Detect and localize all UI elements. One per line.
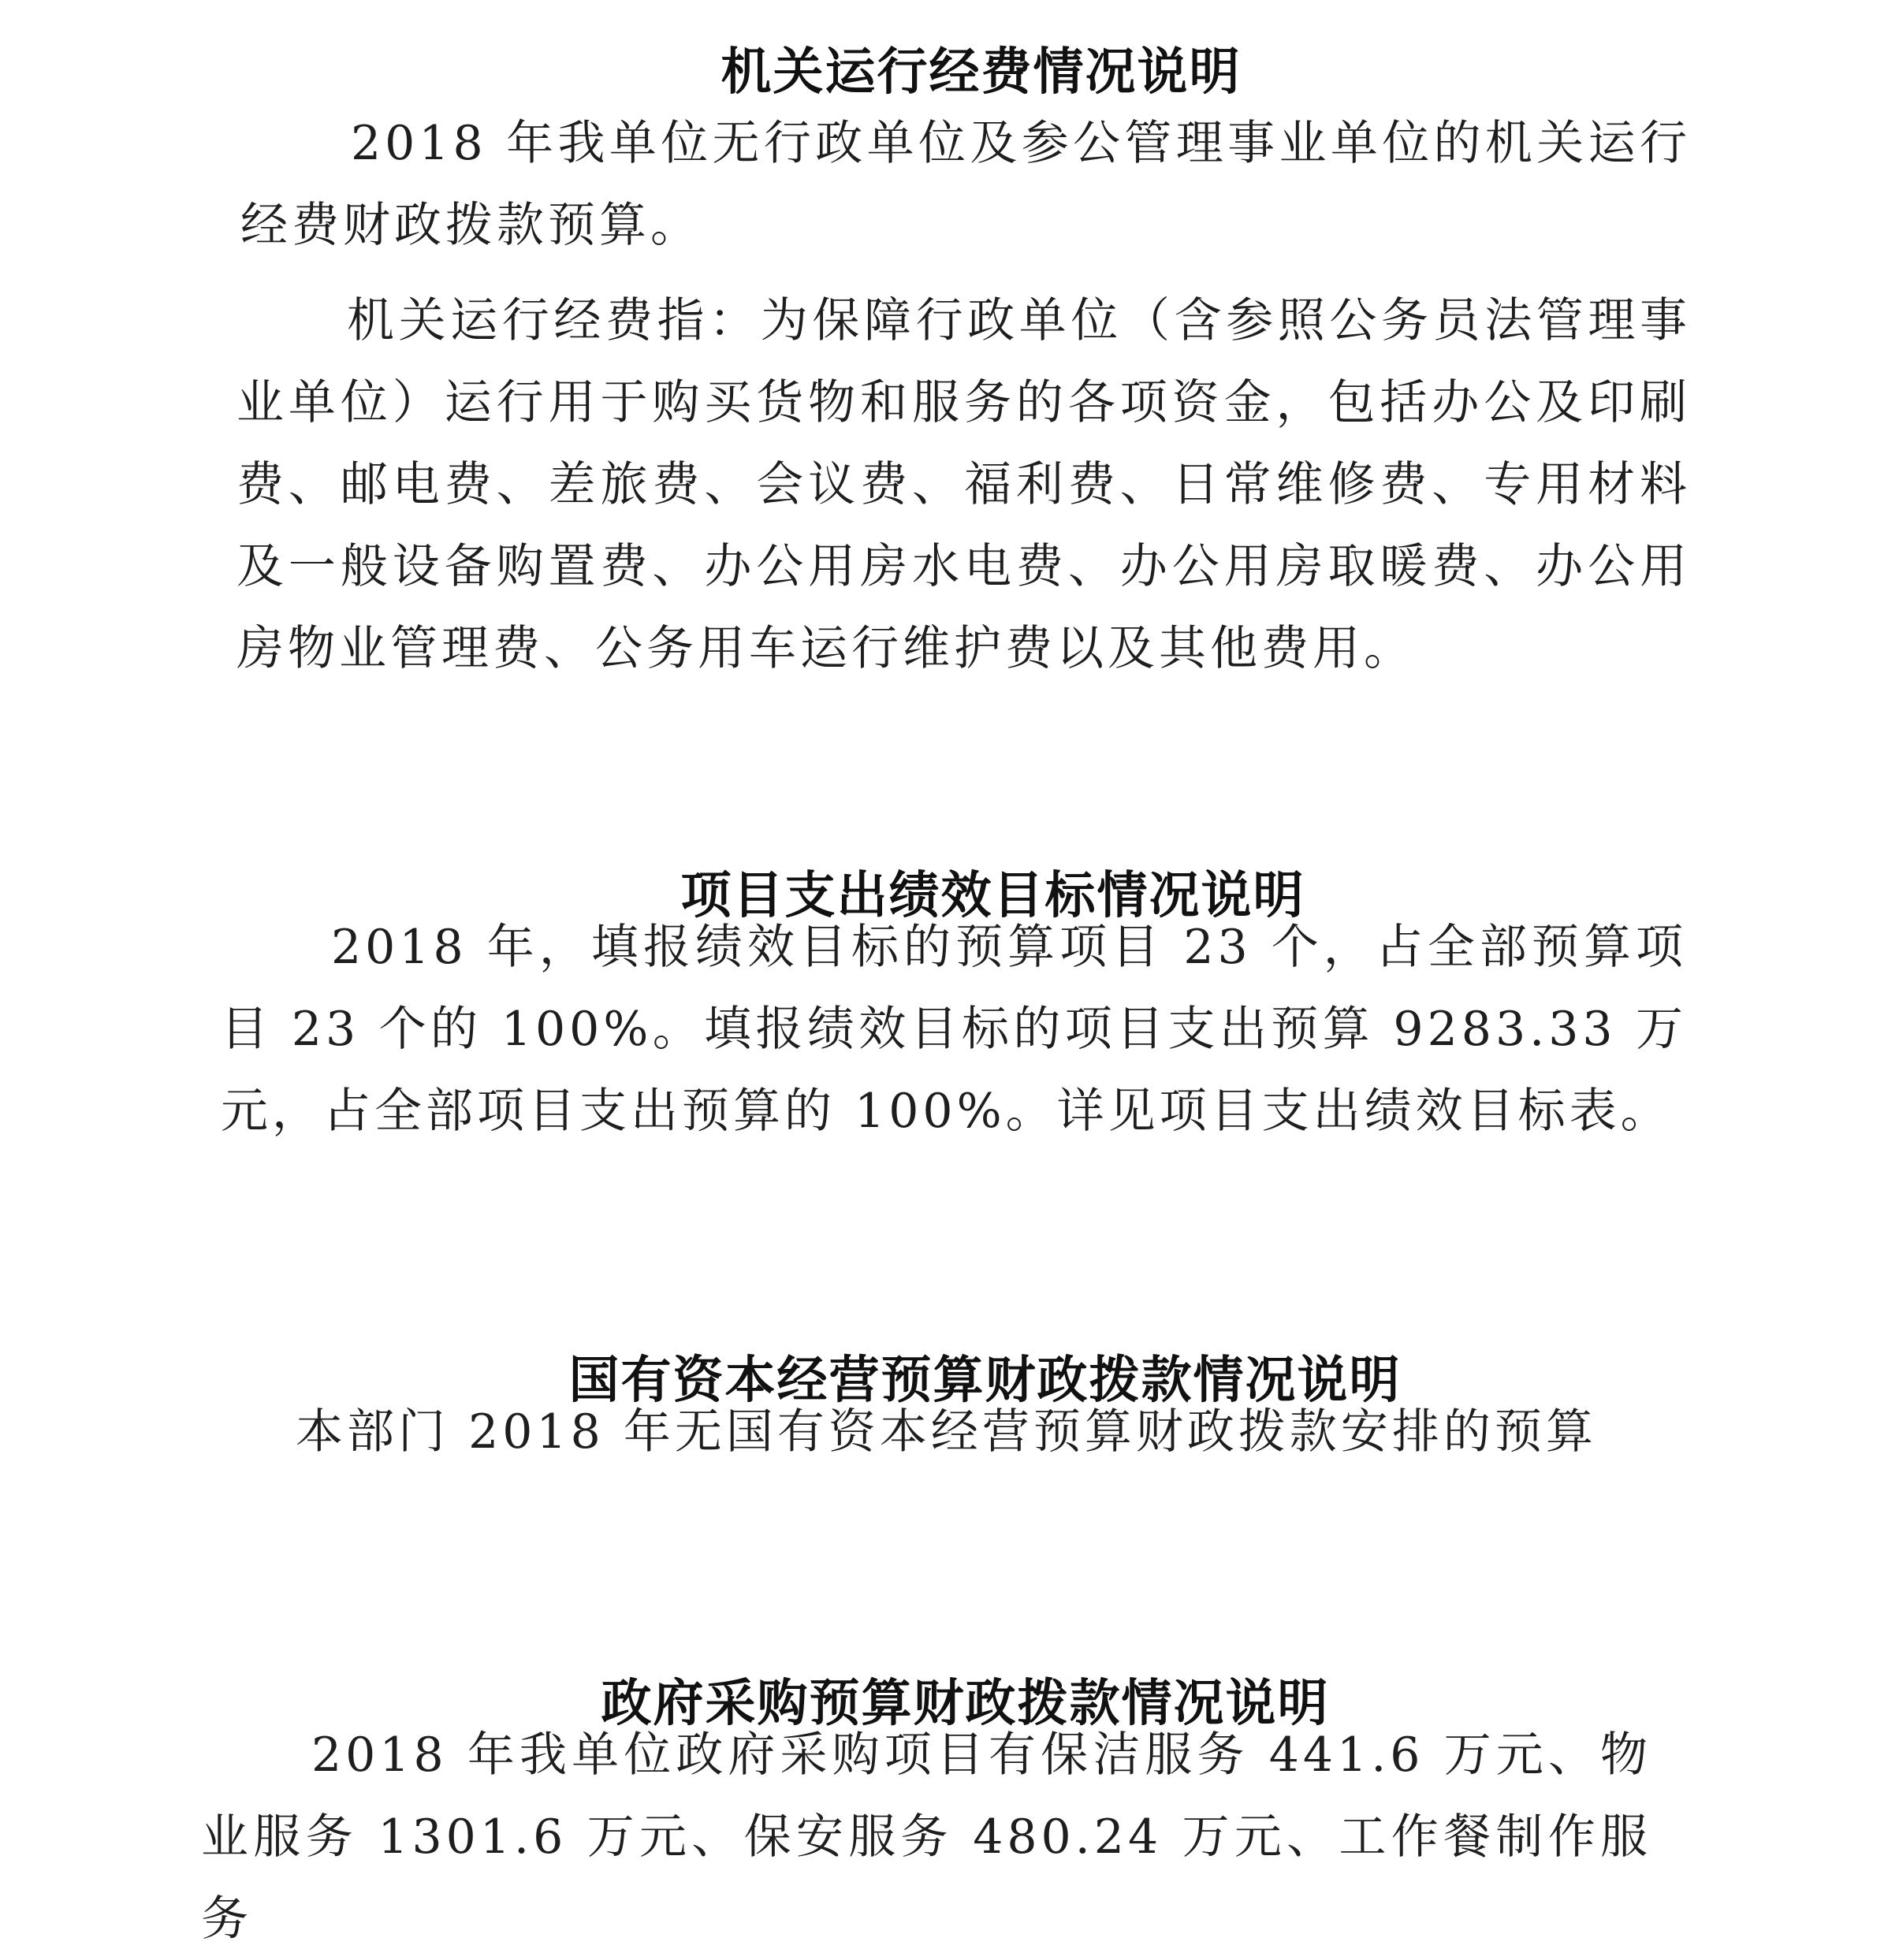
section-heading: 项目支出绩效目标情况说明: [680, 867, 1305, 925]
section-heading: 国有资本经营预算财政拨款情况说明: [568, 1352, 1402, 1410]
paragraph: 本部门 2018 年无国有资本经营预算财政拨款安排的预算: [296, 1404, 1597, 1460]
paragraph: 2018 年我单位政府采购项目有保洁服务 441.6 万元、物业服务 1301.6 万元、保安服务 480.24 万元、工作餐制作服务: [201, 1728, 1651, 1947]
section-admin-operating-costs: [0, 32, 1899, 104]
section-heading: 政府采购预算财政拨款情况说明: [601, 1675, 1330, 1733]
paragraph: 机关运行经费指：为保障行政单位（含参照公务员法管理事业单位）运行用于购买货物和服务的各项资金，包括办公及印刷费、邮电费、差旅费、会议费、福利费、日常维修费、专用材料及一般设备购置费、办公用房水电费、办公用房取暖费、办公用房物业管理费、公务用车运行维护费以及其他费用。: [236, 293, 1691, 676]
paragraph: 2018 年我单位无行政单位及参公管理事业单位的机关运行经费财政拨款预算。: [240, 116, 1691, 253]
section-heading: 机关运行经费情况说明: [721, 43, 1242, 102]
paragraph: 2018 年，填报绩效目标的预算项目 23 个，占全部预算项目 23 个的 100%。填报绩效目标的项目支出预算 9283.33 万元，占全部项目支出预算的 100%。详见项目支出绩效目标表。: [221, 920, 1687, 1139]
